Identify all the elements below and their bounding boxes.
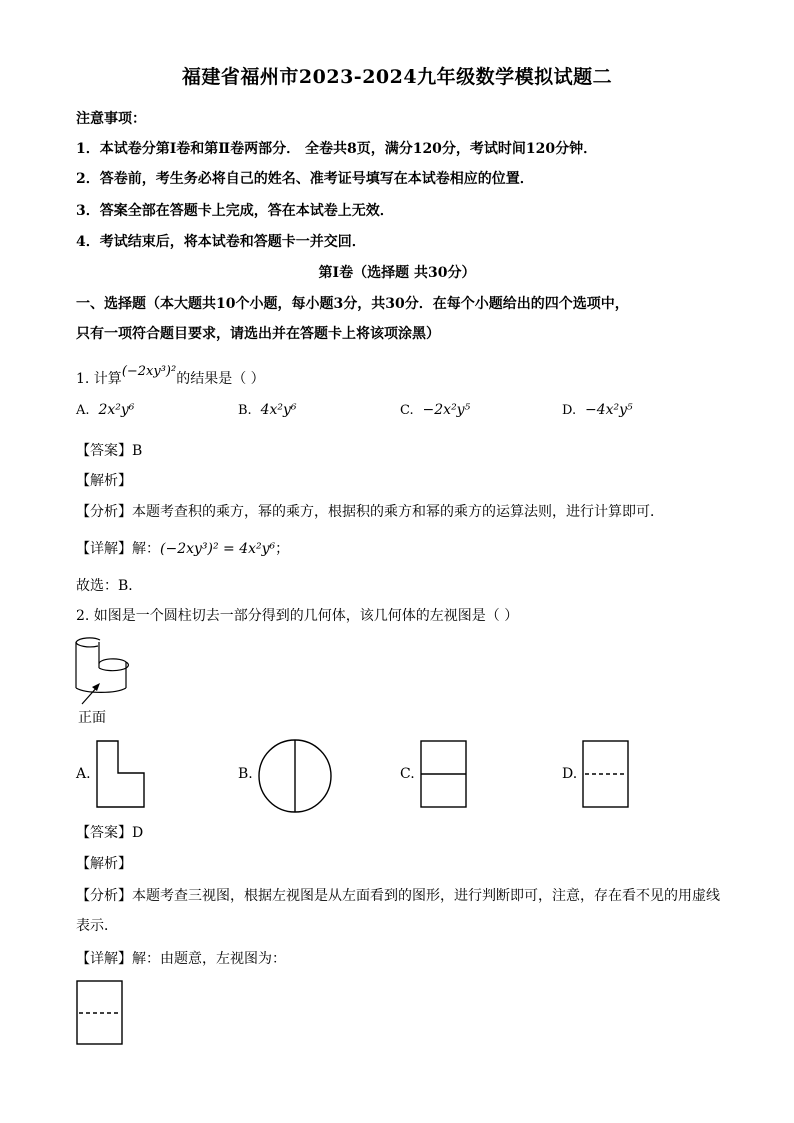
notice-item-2: 2．答卷前，考生务必将自己的姓名、准考证号填写在本试卷相应的位置．	[76, 171, 534, 187]
option-c-split-rect-icon	[420, 740, 468, 810]
q2-option-a-letter: A.	[76, 766, 91, 782]
detail-prefix: 【详解】解：	[76, 541, 160, 557]
option-letter: D.	[562, 403, 577, 418]
notice-heading: 注意事项：	[76, 111, 146, 127]
detail-suffix: ；	[275, 541, 290, 557]
q1-option-c	[400, 402, 470, 418]
q1-suffix: 的结果是（ ）	[176, 371, 265, 387]
q1-analysis-tag: 【解析】	[76, 473, 132, 489]
q1-option-a	[76, 402, 134, 418]
q2-analysis-tag: 【解析】	[76, 856, 132, 872]
option-expression: 2x²y⁶	[98, 402, 135, 418]
q2-option-b-letter: B.	[238, 766, 253, 782]
q1-analysis: 【分析】本题考查积的乘方，幂的乘方，根据积的乘方和幂的乘方的运算法则，进行计算即可．	[76, 504, 664, 520]
option-expression: 4x²y⁶	[260, 402, 297, 418]
q2-option-c-letter: C.	[400, 766, 415, 782]
q2-analysis-line2: 表示．	[76, 918, 118, 934]
option-letter: A.	[76, 403, 90, 418]
q1-answer: 【答案】B	[76, 443, 143, 459]
detail-expression: (−2xy³)² = 4x²y⁶	[160, 541, 276, 557]
page-title: 福建省福州市2023-2024九年级数学模拟试题二	[181, 66, 613, 88]
q1-conclusion: 故选：B．	[76, 578, 143, 594]
cut-cylinder-figure	[70, 632, 140, 712]
option-d-dashed-rect-icon	[582, 740, 630, 810]
answer-dashed-rect-icon	[76, 980, 124, 1046]
q1-option-d	[562, 402, 633, 418]
option-expression: −2x²y⁵	[422, 402, 471, 418]
option-expression: −4x²y⁵	[585, 402, 633, 418]
option-letter: C.	[400, 403, 414, 418]
q1-detail	[76, 538, 289, 558]
option-a-l-shape-icon	[96, 740, 146, 810]
q1-option-b	[238, 402, 297, 418]
q1-stem	[76, 364, 265, 388]
option-letter: B.	[238, 403, 252, 418]
notice-item-4: 4．考试结束后，将本试卷和答题卡一并交回．	[76, 234, 366, 250]
q2-option-d-letter: D.	[562, 766, 578, 782]
notice-item-3: 3．答案全部在答题卡上完成，答在本试卷上无效．	[76, 203, 394, 219]
part-heading-line1: 一、选择题（本大题共10个小题，每小题3分，共30分．在每个小题给出的四个选项中，	[76, 296, 629, 312]
q1-expression: (−2xy³)²	[121, 364, 177, 379]
section-title: 第Ⅰ卷（选择题 共30分）	[318, 265, 476, 281]
part-heading-line2: 只有一项符合题目要求，请选出并在答题卡上将该项涂黑）	[76, 326, 440, 342]
q2-stem: 2. 如图是一个圆柱切去一部分得到的几何体，该几何体的左视图是（ ）	[76, 608, 519, 624]
q2-answer: 【答案】D	[76, 825, 144, 841]
front-view-label: 正面	[78, 710, 106, 726]
q2-detail: 【详解】解：由题意，左视图为：	[76, 951, 286, 967]
q1-prefix: 1. 计算	[76, 371, 122, 387]
option-b-divided-circle-icon	[257, 738, 333, 814]
notice-item-1: 1．本试卷分第Ⅰ卷和第Ⅱ卷两部分． 全卷共8页，满分120分，考试时间120分钟．	[76, 141, 598, 157]
q2-analysis-line1: 【分析】本题考查三视图，根据左视图是从左面看到的图形，进行判断即可，注意，存在看不见的用虚线	[76, 888, 720, 904]
